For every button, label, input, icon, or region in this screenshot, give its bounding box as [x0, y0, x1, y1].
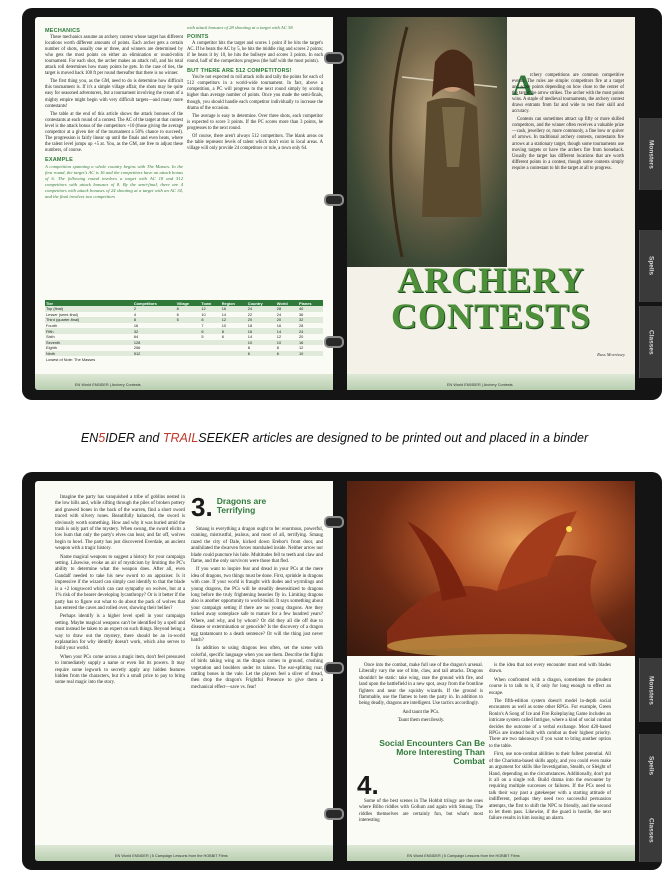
article-title	[347, 262, 635, 334]
paragraph: Some of the best scenes in The Hobbit trilogy are the ones where Bilbo riddles with Gollum and again with Smaug. The riddles themselves are certainly fun, but what's most interesting	[359, 799, 483, 824]
tab-spells[interactable]: Spells	[639, 734, 662, 798]
table-cell: 5	[176, 317, 201, 323]
table-cell: 8	[221, 328, 247, 334]
table-cell: Fifth	[45, 328, 133, 334]
table-cell: Fourth	[46, 323, 58, 329]
title-line-2: CONTESTS	[390, 296, 592, 336]
table-cell: 18	[247, 323, 253, 329]
table-cell: 12	[200, 306, 220, 312]
binder-ring	[324, 808, 344, 820]
section-3-title: Dragons are Terrifying	[216, 496, 267, 515]
footer-text: EN World EN5IDER | Archery Contests	[447, 383, 513, 387]
table-cell: 24	[247, 306, 276, 312]
table-cell: 20	[247, 317, 276, 323]
paragraph: is the idea that not every encounter must end with blades drawn.	[489, 663, 611, 675]
archer-figure	[347, 17, 507, 267]
paragraph: Of course, there aren't always 512 competitors. The blank areas on the table represent levels of talent which don't exist in local areas. A village will only provide 24 competitors or rule, a town only 64.	[187, 133, 323, 151]
footer-text: EN World EN5IDER | 5 Campaign Lessons from the HOBBIT Films	[115, 854, 228, 858]
table-cell: 64	[133, 334, 139, 340]
table-header-cell: Region	[221, 300, 247, 306]
paragraph: rchery competitions are common competitive events. The rules are simple: competitors fire at a target and score points depending on how close to the center of the target the arrow strikes. The archer with the most points wins. A staple of medieval tournaments, the archery contest draws entrants from far and wide to test their skill and accuracy.	[512, 73, 624, 115]
example-heading: EXAMPLE	[45, 156, 73, 163]
bottom-binder	[22, 472, 662, 870]
table-cell: 12	[276, 334, 282, 340]
binder-ring	[324, 662, 344, 674]
page-footer	[35, 845, 333, 861]
paragraph: And taunt the PCs.	[402, 709, 440, 715]
table-cell: Ninth	[45, 351, 133, 357]
table-cell: 128	[133, 340, 176, 346]
table-cell: 8	[133, 317, 176, 323]
paragraph: Name magical weapons to suggest a history for your campaign setting. Likewise, evoke an air of mysticism by limiting the PC's ability to determine what the weapon does. After all, even Gandalf needed to take his new sword to an appraiser. Is it impressive if the wizard can simply cast identify to that the blade is a +2 longsword which can cast sympathy on wolves, but at a 1% risk of the bearer developing lycanthropy? Or is it better if the party has to figure out what to do about the pack of wolves that has entered the caves and rolled over, showing their bellies?	[55, 554, 185, 611]
hobbit-right-page	[347, 481, 635, 861]
table-header-cell: Village	[176, 300, 201, 306]
section-4-number: 4.	[357, 770, 379, 800]
paragraph: Taunt them mercilessly.	[397, 718, 445, 724]
table-header-cell: Competitors	[133, 300, 176, 306]
table-cell: Lesser (semi-final)	[46, 311, 78, 317]
paragraph: If you want to inspire fear and dread in your PCs at the mere idea of dragons, two things must be done. First, sprinkle in dragons with care. If your world is fraught with dudes and wyrmlings and young dragons, the PCs will be steadily desensitized to dragons long before the truly frightening beasties fly in. Limiting dragons also is another opportunity to world-build. It says something about your campaign setting if there are no young dragons. Are they tucked away someplace safe to mature for a few hundred years? Where, and why, and by whom? Or did they all die off due to disease or extermination or genocide? Is the discovery of a dragon egg tantamount to a death sentence? Or will the thing just never hatch?	[191, 567, 323, 643]
table-cell: 10	[221, 323, 227, 329]
table-row	[45, 356, 323, 362]
table-cell: 8	[200, 317, 220, 323]
mechanics-heading: MECHANICS	[45, 28, 81, 34]
title-line-1: ARCHERY	[397, 260, 585, 300]
table-cell: 22	[247, 311, 253, 317]
paragraph: Contests can sometimes attract up fifty or more skilled competitors, and the winner often receives a valuable prize—cash, jewellery or, more commonly, a fine bow or quiver of arrows. In traditional archery contests, contestants fire arrows at a stationary target, though some tournaments use moving targets or have the archers fire from horseback. Usually the target has different locations that are worth different points in a contest, though some contests simply require a contestant to hit the target at all to progress.	[512, 117, 624, 171]
table-cell: Eighth	[46, 345, 58, 351]
paragraph: In addition to using dragons less often, set the scene with colorful, specific language when you use them. Describe the flights of birds taking wing as the dragon comes to ground, crushing vegetation and boulders under its talons. The ear-splitting roar, rattling bones in the vale. Let the players feel a sliver of dread, then drop the dragon's Frightful Presence to give them a mechanical effect—save vs. fear!	[191, 646, 323, 690]
dragon-figure	[347, 481, 635, 656]
archery-left-page	[35, 17, 333, 390]
table-cell	[200, 356, 220, 362]
drop-cap: A	[512, 69, 534, 102]
table-cell: 14	[276, 328, 298, 334]
table-cell: 28	[276, 306, 298, 312]
table-cell: Sixth	[46, 334, 55, 340]
table-cell: 32	[298, 317, 323, 323]
table-cell: 16	[247, 328, 276, 334]
binder-ring	[324, 194, 344, 206]
table-cell: 14	[221, 311, 227, 317]
table-cell: Third (quarter-final)	[45, 317, 133, 323]
table-cell: Lowest of Note: The Masses	[46, 356, 96, 362]
tab-classes[interactable]: Classes	[639, 798, 662, 862]
table-header-cell: Planes	[298, 300, 323, 306]
table-cell	[298, 356, 323, 362]
table-cell: 6	[247, 351, 276, 357]
paragraph: These mechanics assume an archery contest whose target has different locations worth different amounts of points. Each archer gets a certain number of shots, usually one or three, and winners are determined by who gets the most points on either an elimination or round-robin tournament. For each shot, the archer makes an attack roll, and his total attack roll determines how many points he gets. In the case of ties, the target is moved back 100 ft per round thereafter that there is no winner.	[45, 35, 183, 77]
table-cell: 4	[133, 311, 137, 317]
table-cell	[176, 356, 201, 362]
bottom-right-column-1	[359, 663, 483, 727]
footer-text: EN World EN5IDER | 5 Campaign Lessons from the HOBBIT Films	[407, 854, 520, 858]
table-cell: Top (final)	[45, 306, 133, 312]
bottom-left-column-1	[55, 495, 185, 689]
tab-monsters[interactable]: Monsters	[639, 658, 662, 722]
top-binder	[22, 8, 662, 400]
paragraph: Once into the combat, make full use of the dragon's arsenal. Liberally vary the use of bite, claw, and tail attacks. Dragons shouldn't be static: take wing, raze the ground with fire, and land upon the battlefield in a new spot, away from the frontline fighters and near the squishy wizards. If the ground is flammable, use the flames to hem the party in. In addition to being deadly, dragons are intelligent. Use tactics accordingly.	[359, 663, 483, 707]
table-cell: 32	[133, 328, 176, 334]
paragraph: Perhaps identify is a higher level spell in your campaign setting. Maybe magical weapons can't be identified by a spell and must instead be taken to an expert on such things. Beyond being a way to draw out the mystery, there should be an in-world explanation for why identify doesn't work, which also serves to build your world.	[55, 614, 185, 652]
table-cell: 6	[221, 334, 224, 340]
byline: Russ Morrissey	[597, 352, 625, 357]
table-header-cell: Town	[200, 300, 220, 306]
table-cell: 14	[247, 334, 253, 340]
table-cell: 6	[176, 311, 179, 317]
tab-monsters[interactable]: Monsters	[639, 118, 662, 190]
caption-trail: TRAIL	[162, 431, 199, 445]
paragraph: When your PCs come across a magic item, don't feel pressured to immediately supply a name or even list its powers. It may require some legwork to secretly apply any hidden features hidden from the characters, but it's a small price to pay to bring some real magic into the story.	[55, 654, 185, 686]
page-footer	[347, 845, 635, 861]
table-cell: 12	[221, 317, 247, 323]
points-heading: POINTS	[187, 34, 209, 41]
table-cell	[221, 356, 247, 362]
paragraph: The first thing you, as the GM, need to do is determine how difficult this tournament is. If it's a simple village affair, the shots may be quite easy for seasoned adventurers, but a tournament involving the cream of a mighty empire might begin with very difficult targets—and many more contestants!	[45, 79, 183, 109]
table-cell: 6	[276, 351, 298, 357]
table-cell: 20	[276, 317, 298, 323]
competitors-heading: BUT THERE ARE 512 COMPETITORS!	[187, 68, 292, 75]
table-cell	[247, 356, 276, 362]
caption-five: 5	[98, 431, 106, 445]
table-cell: 16	[133, 323, 139, 329]
table-cell: 8	[276, 345, 279, 351]
table-cell: 2	[133, 306, 176, 312]
footer-text: EN World EN5IDER | Archery Contests	[75, 383, 141, 387]
tab-classes[interactable]: Classes	[639, 306, 662, 378]
section-3-header	[191, 492, 323, 522]
example-continued: with attack bonuses of 28 shooting at a target with AC 38.	[187, 25, 294, 30]
binder-ring	[324, 336, 344, 348]
table-cell: 16	[221, 306, 247, 312]
table-cell: 512	[133, 351, 176, 357]
paragraph: Smaug is everything a dragon ought to be: enormous, powerful, cunning, mistrustful, jealous, and most of all, terrifying. Smaug razed the city of Dale, kicked down Erebor's front door, and annihilated the dwarven forces marshaled inside. Neither arrow nor blade could puncture his hide. Multitudes fell to teeth and claw and flame, and the only survivors were those that fled.	[191, 527, 323, 565]
paragraph: When confronted with a dragon, sometimes the prudent course is to talk to it, if only for long enough to effect an escape.	[489, 677, 611, 696]
paragraph: The table at the end of this article shows the attack bonuses of the contestants at each round of a contest. The AC of the target at that contest level is the attack bonus of the competitors +10 (those giving the average competitor at a given tier of the tournament a 50% chance to succeed). The progression is fairly linear up until the finals and even heats, where the talent level jumps up +5 at. You, as the GM, are free to adjust these numbers, of course.	[45, 111, 183, 153]
bottom-left-column-2	[191, 527, 323, 693]
table-cell: 10	[298, 351, 323, 357]
page-footer	[347, 374, 635, 390]
table-cell: 24	[298, 328, 323, 334]
caption-en: EN	[80, 431, 99, 445]
table-cell	[133, 356, 176, 362]
binder-ring	[324, 516, 344, 528]
paragraph: Imagine the party has vanquished a tribe of goblins nested in the low hills and, while sifting through the piles of broken pottery and gnawed bones in the back of the warren, find a short sword traced with silvery runes. Beautifully balanced, the sword is obviously worth something. How and why it was buried amid the trash is only part of the mystery. When swung, the sword elicits a low hum that only the party's elves can hear, and far off, wolves begin to howl. The party has just discovered Everdale, an ancient weapon with a tragic history.	[55, 495, 185, 552]
page-footer	[35, 374, 333, 390]
table-cell: 6	[200, 328, 220, 334]
table-cell: 10	[201, 311, 206, 317]
tab-spells[interactable]: Spells	[639, 230, 662, 302]
table-cell: 36	[299, 311, 304, 317]
table-cell: 7	[201, 323, 204, 329]
paragraph: The average is easy to determine. Over three shots, each competitor is expected to score 3 points. If the PC scores more than 3 points, he progresses to the next round.	[187, 113, 323, 131]
section-4-title: Social Encounters Can Be More Interesting Than Combat	[379, 738, 485, 766]
caption-rest: SEEKER articles are designed to be printed out and placed in a binder	[198, 431, 589, 445]
left-column-1	[45, 25, 183, 202]
table-cell: 24	[276, 311, 282, 317]
paragraph: The fifth-edition system doesn't model in-depth social encounters as well as some other RPGs. For example, Green Ronin's A Song of Ice and Fire Roleplaying Game includes an intricate system called Intrigue, where a kind of social combat decides the outcome of a verbal exchange. Most d20-based RPGs are instead built with combat as their highest priority. There are two takeaways if you want to bring another option to the table.	[489, 699, 611, 749]
paragraph: A competitor hits the target and scores 1 point if he hits the target's AC. If he beats the AC by 5, he hits the middle ring and scores 2 points; if he beats it by 10, he hits the bullseye and scores 3 points. In each round, half of the competitors progress (the half with the most points).	[187, 41, 323, 65]
table-cell: 16	[298, 340, 323, 346]
table-header-cell: World	[276, 300, 298, 306]
left-column-2	[187, 25, 323, 154]
intro-column	[512, 73, 624, 174]
binder-ring	[324, 52, 344, 64]
table-cell: 10	[276, 340, 298, 346]
table-cell: 12	[299, 345, 304, 351]
table-header-cell: Country	[247, 300, 276, 306]
table-cell: 16	[276, 323, 282, 329]
table-cell: 10	[247, 340, 276, 346]
caption	[0, 431, 669, 445]
paragraph: First, use non-combat abilities to their fullest potential. All of the Charisma-based skills apply, and you could even make an argument for skills like Investigation, Stealth, or Sleight of Hand, depending on the circumstances. Additionally, don't put it all on a single roll. Build drama into the encounter by requiring multiple successes or failures. If the PCs need to talk their way past a gatekeeper with a starting attitude of indifferent, perhaps they need two successful persuasion attempts, the first to shift the NPC to friendly, and the second to let them pass. Likewise, if the guard is hostile, the next failure results in him issuing an alarm.	[489, 752, 611, 822]
table-cell	[276, 356, 298, 362]
bottom-right-column-2	[489, 663, 611, 825]
table-cell: 28	[299, 323, 304, 329]
hobbit-left-page	[35, 481, 333, 861]
archer-illustration	[347, 17, 507, 267]
table-cell: 256	[133, 345, 141, 351]
section-4-text	[359, 799, 483, 827]
example-text: A competition spanning a whole country begins with The Masses. In the first round, the target's AC is 16 and the competitors have an attack bonus of 6. The following round involves a target with AC 18 and 512 competitors with attack bonuses of 8. By the semi-final, there are 4 competitors with attack bonuses of 24 shooting at a target with an AC 34, and the final involves two competitors	[45, 163, 183, 200]
table-header-cell: Tier	[45, 300, 133, 306]
table-cell: 8	[176, 306, 201, 312]
table-cell: 8	[247, 345, 250, 351]
tournament-table	[45, 300, 323, 362]
table-cell: 5	[201, 334, 204, 340]
table-cell: 20	[299, 334, 304, 340]
table-cell: Seventh	[45, 340, 133, 346]
section-3-number: 3.	[191, 492, 213, 522]
caption-ider: IDER and	[105, 431, 163, 445]
table-cell: 40	[298, 306, 323, 312]
archery-right-page	[347, 17, 635, 390]
dragon-illustration	[347, 481, 635, 656]
paragraph: You're not expected to roll attack rolls and tally the points for each of 512 competitors in a world-wide tournament. In fact, above a competition, a PC will progress to the next round simply by scoring higher than average number of points. Once you made the semi-finals, though, you should handle each competitor individually to increase the drama of the occasion.	[187, 75, 323, 111]
